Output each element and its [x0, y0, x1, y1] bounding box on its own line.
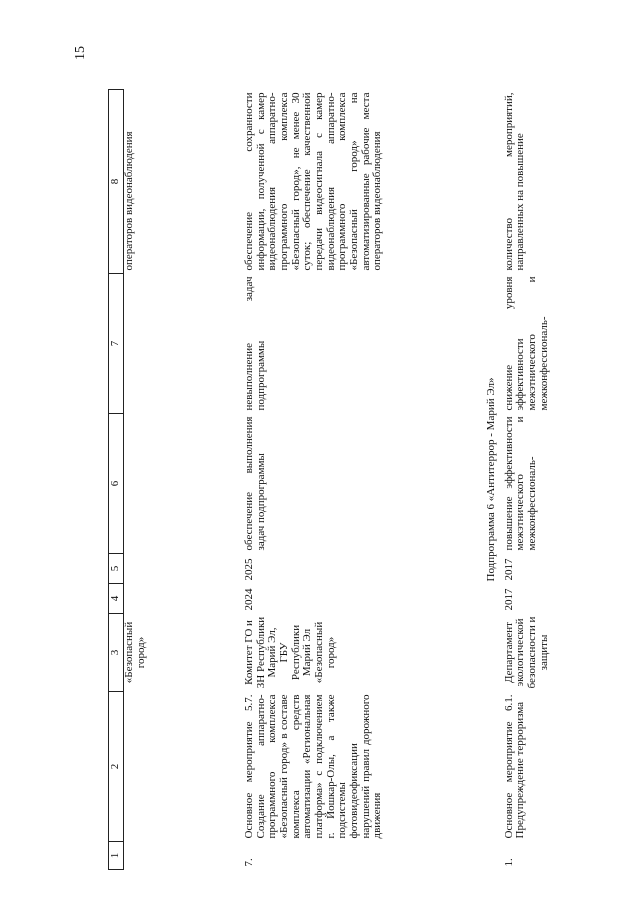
cell-expected-result: обеспечение выполнения задач подпрограммы	[243, 416, 267, 551]
cell	[124, 414, 245, 554]
header-row	[109, 90, 124, 870]
row-number: 1.	[502, 858, 515, 867]
cell-responsible: Комитет ГО и ЗН Республики Марий Эл, ГБУ Республики Марий Эл «Безопасный город»	[243, 616, 337, 689]
cell-result-cont: операторов видеонаблюдения	[123, 131, 135, 271]
cell-consequences: снижение уровня эффективности межэтнического и межконфессиональ-	[502, 276, 550, 411]
cell-end-year: 2017	[502, 558, 515, 581]
table-row-1	[504, 90, 576, 870]
cell-start-year: 2017	[502, 588, 515, 611]
row-number: 7.	[243, 858, 255, 867]
cell-responsible: Департамент экологической безопасности и защиты	[502, 616, 550, 689]
header-col-3: 3	[109, 614, 124, 692]
cell	[124, 584, 245, 614]
program-table	[108, 89, 576, 870]
header-col-2: 2	[109, 692, 124, 842]
cell-expected-result: повышение эффективности межэтнического и межконфессиональ-	[502, 416, 538, 551]
header-col-7: 7	[109, 274, 124, 414]
cell-consequences: невыполнение задач подпрограммы	[243, 276, 267, 411]
table-row-continuation	[124, 90, 245, 870]
cell-measure: Основное мероприятие 5.7. Создание аппаратно-программного комплекса «Безопасный город» в составе комплекса средств автоматизации «Региональная платформа» с подключением г. Йошкар-Олы, а также подсистемы фотовидеофиксации нарушений правил дорожного движения	[243, 694, 384, 839]
rotated-table-page	[108, 90, 608, 870]
cell	[124, 554, 245, 584]
cell-indicator: количество мероприятий, направленных на повышение	[502, 92, 527, 271]
cell	[124, 692, 245, 842]
cell-indicator: обеспечение сохранности информации, полученной с камер видеонаблюдения аппаратно-программного комплекса «Безопасный город», не менее 30 суток; обеспечение качественной передачи видеосигнала с камер видеонаблюдения аппаратно-программного комплекса «Безопасный город» на автоматизированные рабочие места операторов видеонаблюдения	[243, 92, 384, 271]
cell	[124, 842, 245, 870]
table-row-7	[244, 90, 480, 870]
page-number: 15	[73, 46, 88, 60]
cell-start-year: 2024	[243, 588, 255, 611]
cell-responsible-cont: «Безопасный город»	[123, 621, 147, 684]
cell	[124, 274, 245, 414]
subprogram-row	[480, 90, 504, 870]
header-col-8: 8	[109, 90, 124, 274]
header-col-1: 1	[109, 842, 124, 870]
header-col-5: 5	[109, 554, 124, 584]
header-col-4: 4	[109, 584, 124, 614]
cell-measure: Основное мероприятие 6.1. Предупреждение терроризма	[502, 694, 527, 839]
header-col-6: 6	[109, 414, 124, 554]
subprogram-title: Подпрограмма 6 «Антитеррор - Марий Эл»	[485, 377, 497, 582]
cell-end-year: 2025	[243, 558, 255, 581]
